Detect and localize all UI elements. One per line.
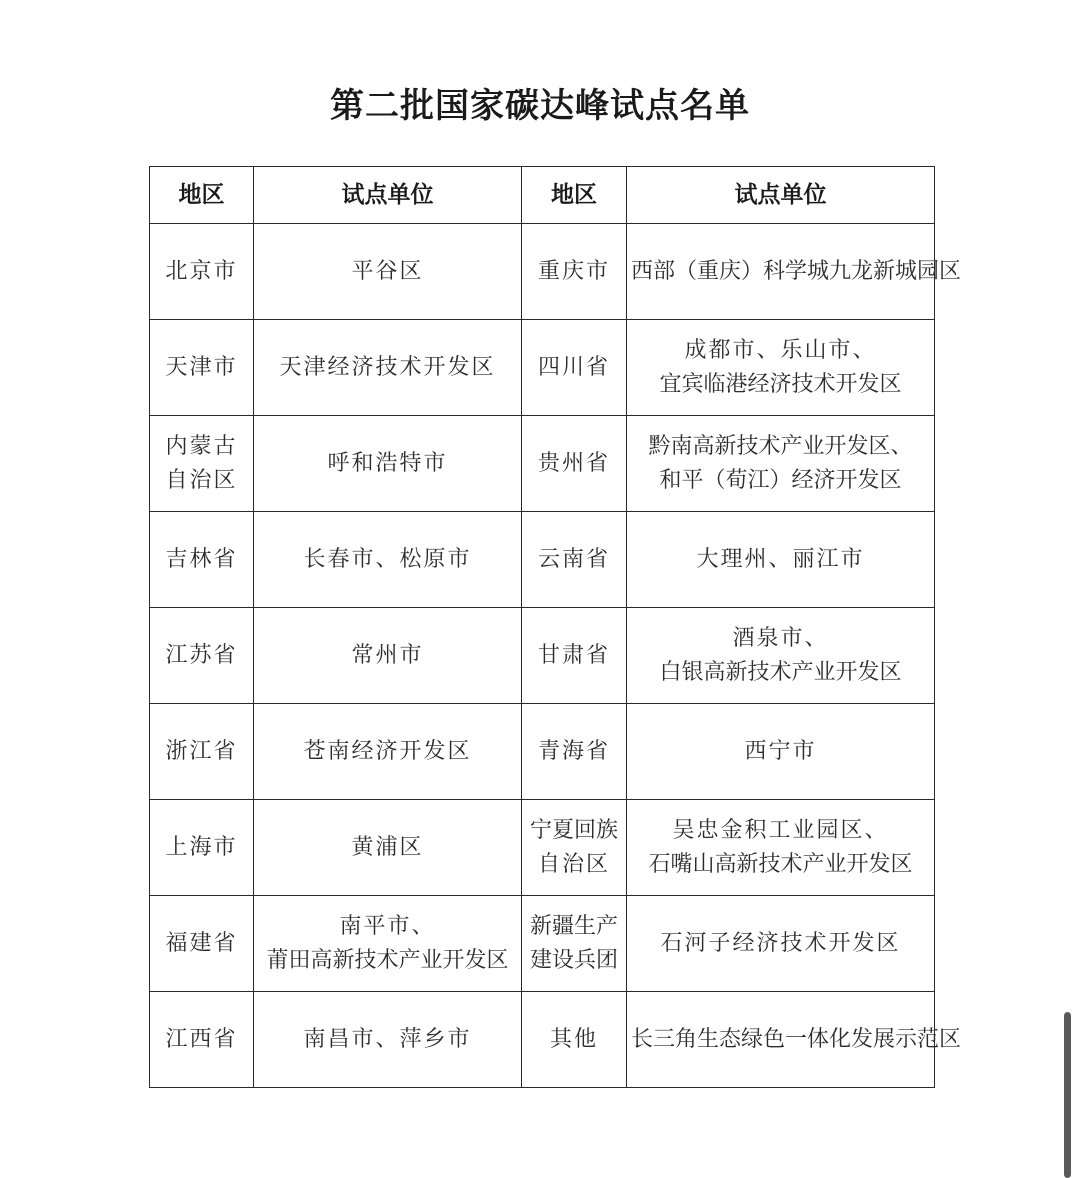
left-region-cell: 内蒙古 自治区 [150, 416, 254, 512]
right-unit-cell: 西宁市 [627, 704, 935, 800]
left-region-cell: 上海市 [150, 800, 254, 896]
left-region-cell: 江西省 [150, 992, 254, 1088]
right-unit-cell: 吴忠金积工业园区、 石嘴山高新技术产业开发区 [627, 800, 935, 896]
table-row [150, 800, 935, 896]
right-region-cell: 新疆生产 建设兵团 [522, 896, 627, 992]
right-region-cell: 云南省 [522, 512, 627, 608]
right-region-cell: 青海省 [522, 704, 627, 800]
table-row [150, 512, 935, 608]
left-unit-cell: 苍南经济开发区 [254, 704, 522, 800]
page-title: 第二批国家碳达峰试点名单 [330, 86, 750, 126]
right-region-cell: 重庆市 [522, 224, 627, 320]
pilot-list-table [149, 166, 962, 1088]
left-region-cell: 江苏省 [150, 608, 254, 704]
left-unit-cell: 南平市、 莆田高新技术产业开发区 [254, 896, 522, 992]
table-row [150, 320, 935, 416]
right-region-cell: 其他 [522, 992, 627, 1088]
left-unit-cell: 常州市 [254, 608, 522, 704]
right-region-cell: 四川省 [522, 320, 627, 416]
right-region-cell: 贵州省 [522, 416, 627, 512]
table-row [150, 416, 935, 512]
left-region-cell: 浙江省 [150, 704, 254, 800]
left-region-cell: 福建省 [150, 896, 254, 992]
right-unit-cell: 大理州、丽江市 [627, 512, 935, 608]
left-unit-cell: 南昌市、萍乡市 [254, 992, 522, 1088]
right-unit-cell: 长三角生态绿色一体化发展示范区 [627, 992, 935, 1088]
table-row [150, 704, 935, 800]
header-region-left: 地区 [150, 167, 254, 224]
header-unit-right: 试点单位 [627, 167, 935, 224]
left-region-cell: 北京市 [150, 224, 254, 320]
left-unit-cell: 平谷区 [254, 224, 522, 320]
header-unit-left: 试点单位 [254, 167, 522, 224]
right-unit-cell: 成都市、乐山市、 宜宾临港经济技术开发区 [627, 320, 935, 416]
right-region-cell: 甘肃省 [522, 608, 627, 704]
left-unit-cell: 黄浦区 [254, 800, 522, 896]
right-unit-cell: 酒泉市、 白银高新技术产业开发区 [627, 608, 935, 704]
right-unit-cell: 西部（重庆）科学城九龙新城园区 [627, 224, 935, 320]
right-region-cell: 宁夏回族 自治区 [522, 800, 627, 896]
header-region-right: 地区 [522, 167, 627, 224]
table-row [150, 608, 935, 704]
left-unit-cell: 长春市、松原市 [254, 512, 522, 608]
table-row [150, 896, 935, 992]
left-unit-cell: 天津经济技术开发区 [254, 320, 522, 416]
table-row [150, 992, 935, 1088]
right-unit-cell: 石河子经济技术开发区 [627, 896, 935, 992]
left-unit-cell: 呼和浩特市 [254, 416, 522, 512]
left-region-cell: 吉林省 [150, 512, 254, 608]
vertical-scrollbar[interactable] [1064, 1012, 1071, 1178]
right-unit-cell: 黔南高新技术产业开发区、 和平（荀江）经济开发区 [627, 416, 935, 512]
left-region-cell: 天津市 [150, 320, 254, 416]
table-row [150, 224, 935, 320]
table-header-row [150, 167, 935, 224]
